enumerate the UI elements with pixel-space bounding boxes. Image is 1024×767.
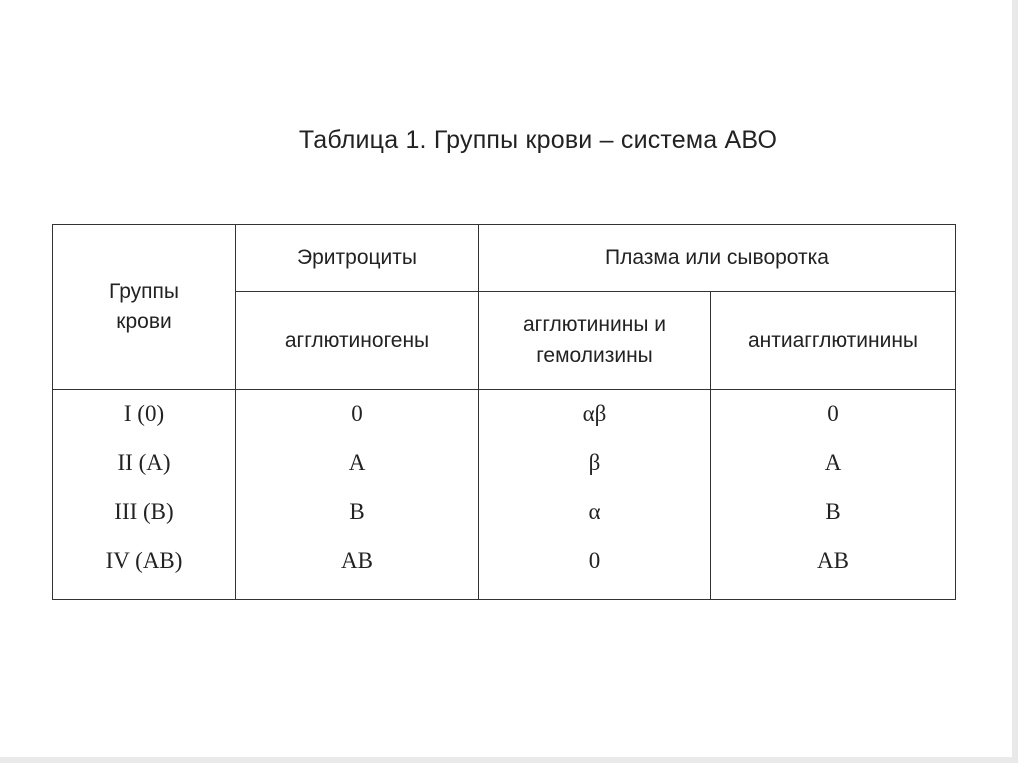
cell-agglutinin-2: α: [588, 499, 601, 524]
cell-group-3: IV (AB): [105, 548, 183, 573]
cell-agglutinin-0: αβ: [582, 401, 607, 426]
header-row-top: [53, 225, 956, 292]
table-title: Таблица 1. Группы крови – система АВО: [298, 126, 778, 154]
column-agglutinogen: [236, 390, 479, 600]
header-antiagglutinins: антиагглютинины: [711, 292, 956, 390]
cell-group-0: I (0): [123, 401, 165, 426]
cell-agglutinogen-3: AB: [341, 548, 373, 573]
header-agglutinins-line1: агглютинины и: [522, 313, 666, 337]
column-antiagglutinin: [711, 390, 956, 600]
cell-antiagglutinin-2: B: [825, 499, 841, 524]
abo-blood-group-table: [52, 224, 956, 600]
cell-antiagglutinin-1: A: [824, 450, 842, 475]
header-blood-groups: [53, 225, 236, 390]
header-agglutinins: [479, 292, 711, 390]
cell-group-2: III (B): [114, 499, 174, 524]
header-plasma: Плазма или сыворотка: [479, 225, 956, 292]
cell-agglutinogen-2: B: [349, 499, 365, 524]
cell-agglutinin-3: 0: [588, 548, 601, 573]
table-body-row: [53, 390, 956, 600]
cell-agglutinogen-0: 0: [351, 401, 363, 426]
header-agglutinins-line2: гемолизины: [536, 343, 653, 367]
header-agglutinogens: агглютиногены: [236, 292, 479, 390]
cell-agglutinogen-1: A: [348, 450, 366, 475]
header-erythrocytes: Эритроциты: [236, 225, 479, 292]
column-blood-group: [53, 390, 236, 600]
cell-antiagglutinin-3: AB: [817, 548, 849, 573]
cell-agglutinin-1: β: [588, 450, 601, 475]
header-blood-groups-line2: крови: [116, 310, 172, 333]
header-blood-groups-line1: Группы: [109, 279, 179, 303]
cell-antiagglutinin-0: 0: [827, 401, 839, 426]
cell-group-1: II (A): [117, 450, 171, 475]
column-agglutinin: [479, 390, 711, 600]
